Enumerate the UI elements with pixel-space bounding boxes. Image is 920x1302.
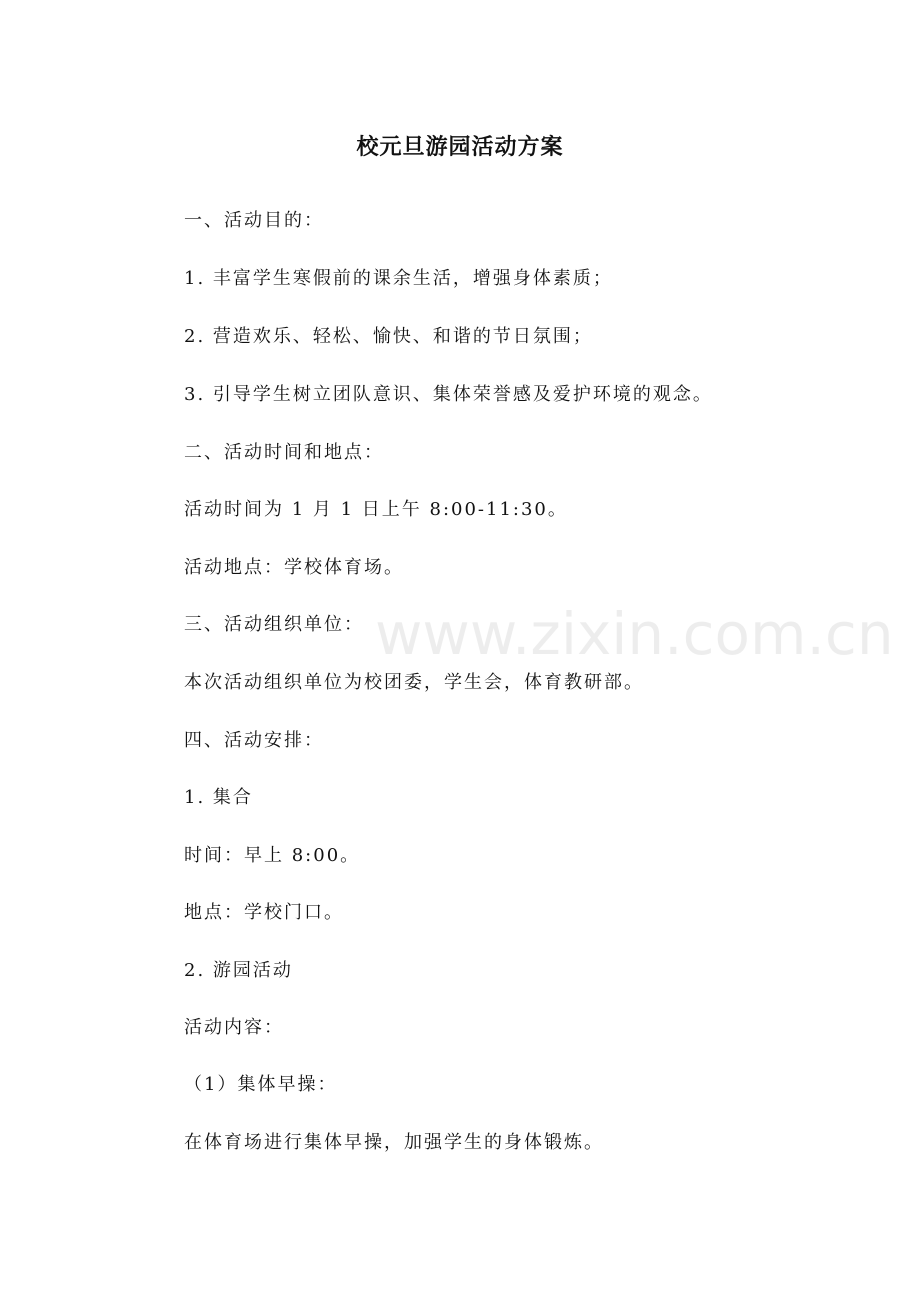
section-heading-purpose: 一、活动目的： [184, 210, 324, 231]
paragraph: 时间：早上 8:00。 [184, 845, 361, 866]
list-item: 1. 集合 [184, 787, 253, 808]
section-heading-schedule: 四、活动安排： [184, 730, 324, 751]
watermark: www.zixin.com.cn [375, 600, 894, 668]
paragraph: 活动地点：学校体育场。 [184, 557, 404, 578]
paragraph: 活动时间为 1 月 1 日上午 8:00-11:30。 [184, 499, 568, 520]
paragraph: 在体育场进行集体早操，加强学生的身体锻炼。 [184, 1132, 604, 1153]
paragraph: 地点：学校门口。 [184, 902, 344, 923]
paragraph: 本次活动组织单位为校团委，学生会，体育教研部。 [184, 672, 644, 693]
list-item: 2. 游园活动 [184, 960, 293, 981]
list-item: 3. 引导学生树立团队意识、集体荣誉感及爱护环境的观念。 [184, 384, 713, 405]
list-item: 2. 营造欢乐、轻松、愉快、和谐的节日氛围； [184, 326, 593, 347]
list-item: （1）集体早操： [184, 1074, 338, 1095]
section-heading-organizer: 三、活动组织单位： [184, 614, 364, 635]
section-heading-time-place: 二、活动时间和地点： [184, 442, 384, 463]
document-title: 校元旦游园活动方案 [356, 135, 564, 160]
paragraph: 活动内容： [184, 1017, 284, 1038]
list-item: 1. 丰富学生寒假前的课余生活，增强身体素质； [184, 268, 613, 289]
